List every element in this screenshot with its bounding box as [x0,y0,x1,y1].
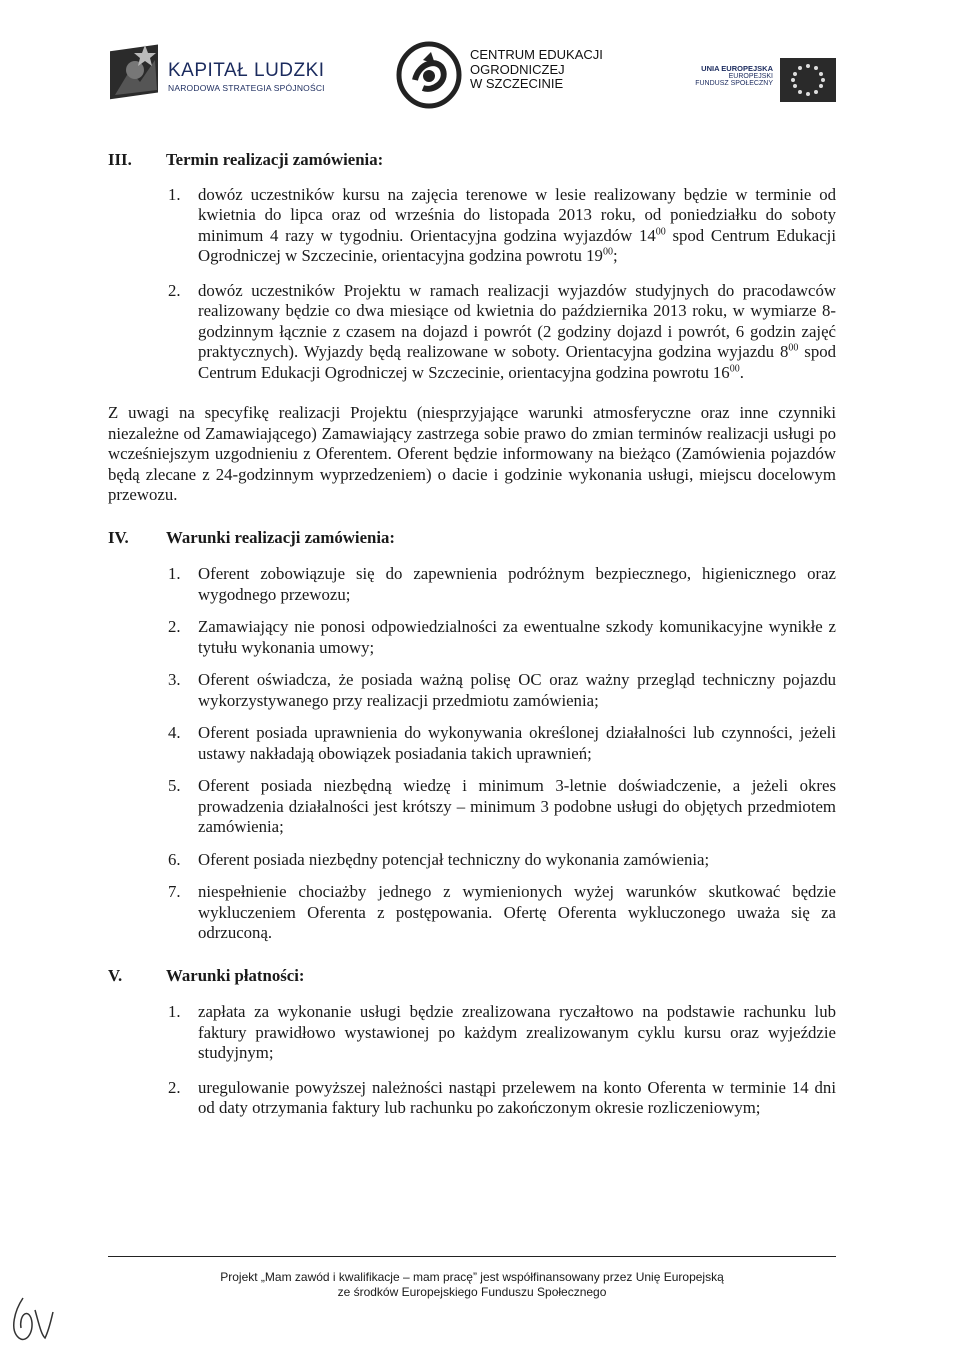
section-4-heading [108,528,836,549]
section-4-title: Warunki realizacji zamówienia: [166,527,396,547]
list-item-text: dowóz uczestników kursu na zajęcia terenowe w lesie realizowany będzie w terminie od kwietnia do lipca oraz od września do listopada 2013 roku, od poniedziałku do soboty minimum 4 razy w tygodniu. Orientacyjna godzina wyjazdów $14^{00}$ spod Centrum Edukacji Ogrodniczej w Szczecinie, orientacyjna godzina powrotu $19^{00}$; [198,184,836,265]
list-item-text: Oferent posiada niezbędną wiedzę i minimum 3-letnie doświadczenie, a jeżeli okres prowadzenia działalności jest krótszy – minimum 3 podobne usługi do objętych przedmiotem zamówienia; [198,776,836,836]
list-item [108,281,836,384]
list-item-number: 5. [168,776,181,795]
centrum-edukacji-logo [393,40,465,110]
section-5-title: Warunki płatności: [166,965,305,985]
document-body [108,150,836,1119]
list-item-number: 2. [168,280,181,300]
centrum-name-line3: W SZCZECINIE [470,76,564,91]
efs-line2: FUNDUSZ SPOŁECZNY [695,80,773,87]
list-item [108,617,836,658]
list-item-number: 2. [168,617,181,636]
footer-line-1: Projekt „Mam zawód i kwalifikacje – mam pracę” jest współfinansowany przez Unię Europejską [220,1270,724,1284]
kapital-ludzki-subtitle: NARODOWA STRATEGIA SPÓJNOŚCI [168,83,325,93]
section-3 [108,150,836,383]
list-item-number: 2. [168,1077,181,1097]
paragraph-note: Z uwagi na specyfikę realizacji Projektu (niesprzyjające warunki atmosferyczne oraz inne czynniki niezależne od Zamawiającego) Zamawiający zastrzega sobie prawo do zmian terminów realizacji usługi po wcześniejszym uzgodnieniu z Oferentem. Oferent będzie informowany na bieżąco (Zamówienia pojazdów będą zlecane z 24-godzinnym wyprzedzeniem) o dacie i godzinie wykonania usługi, miejscu docelowym przewozu. [108,403,836,504]
list-item-text: Oferent posiada uprawnienia do wykonywania określonej działalności lub czynności, jeżeli ustawy nakładają obowiązek posiadania takich uprawnień; [198,723,836,763]
section-3-title: Termin realizacji zamówienia: [166,150,384,169]
list-item-number: 7. [168,882,181,901]
centrum-name-line1: CENTRUM EDUKACJI [470,47,603,62]
list-item [108,564,836,605]
list-item-text: Zamawiający nie ponosi odpowiedzialności za ewentualne szkody komunikacyjne wynikłe z tytułu wykonania umowy; [198,617,836,657]
list-item-text: zapłata za wykonanie usługi będzie zrealizowana ryczałtowo na podstawie rachunku lub faktury prawidłowo wystawionej po każdym zrealizowanym cyklu kursu oraz wyjeździe studyjnym; [198,1002,836,1062]
list-item-number: 6. [168,849,181,869]
section-4-number: IV. [108,527,129,547]
section-4 [108,528,836,944]
kapital-ludzki-title: KAPITAŁ LUDZKI [168,60,325,81]
page-footer [108,1270,836,1300]
list-item [108,850,836,871]
efs-line1: EUROPEJSKI [728,73,773,80]
section-5 [108,966,836,1119]
list-item [108,776,836,838]
list-item-number: 3. [168,670,181,689]
eu-flag-icon [780,58,836,102]
list-item [108,723,836,764]
eu-name: UNIA EUROPEJSKA [701,64,773,73]
handwritten-signature [5,1290,55,1345]
page-header [0,0,960,125]
list-item-text: niespełnienie chociażby jednego z wymienionych wyżej warunków skutkować będzie wykluczeniem Oferenta z postępowania. Ofertę Oferenta wykluczonego uważa się za odrzuconą. [198,882,836,942]
list-item-text: Oferent zobowiązuje się do zapewnienia podróżnym bezpiecznego, higienicznego oraz wygodnego przewozu; [198,564,836,604]
list-item-number: 4. [168,723,181,742]
list-item-number: 1. [168,564,181,583]
section-3-heading [108,150,836,171]
section-5-number: V. [108,965,123,985]
section-5-heading [108,966,836,987]
list-item-text: Oferent oświadcza, że posiada ważną polisę OC oraz ważny przegląd techniczny pojazdu wykorzystywanego przy realizacji przedmiotu zamówienia; [198,670,836,710]
centrum-name-line2: OGRODNICZEJ [470,61,565,77]
footer-divider [108,1256,836,1257]
list-item-text: dowóz uczestników Projektu w ramach realizacji wyjazdów studyjnych do pracodawców realizowany będzie co dwa miesiące od kwietnia do października 2013 roku, w wymiarze 8-godzinnym łącznie z czasem na dojazd i powrót (2 godziny dojazd i powrót, 6 godzin zajęć praktycznych). Wyjazdy będą realizowane w soboty. Orientacyjna godzina wyjazdu $8^{00}$ spod Centrum Edukacji Ogrodniczej w Szczecinie, orientacyjna godzina powrotu $16^{00}$. [198,280,837,382]
list-item-number: 1. [168,1002,181,1021]
kapital-ludzki-logo [105,40,165,105]
list-item [108,1078,836,1119]
list-item-number: 1. [168,184,181,204]
list-item-text: uregulowanie powyższej należności nastąpi przelewem na konto Oferenta w terminie 14 dni od daty otrzymania faktury lub rachunku po zakończonym okresie rozliczeniowym; [198,1077,836,1117]
section-3-number: III. [108,150,132,169]
list-item [108,185,836,267]
list-item [108,1002,836,1064]
list-item [108,670,836,711]
list-item-text: Oferent posiada niezbędny potencjał techniczny do wykonania zamówienia; [198,849,710,869]
list-item [108,882,836,944]
footer-line-2: ze środków Europejskiego Funduszu Społecznego [337,1285,607,1299]
